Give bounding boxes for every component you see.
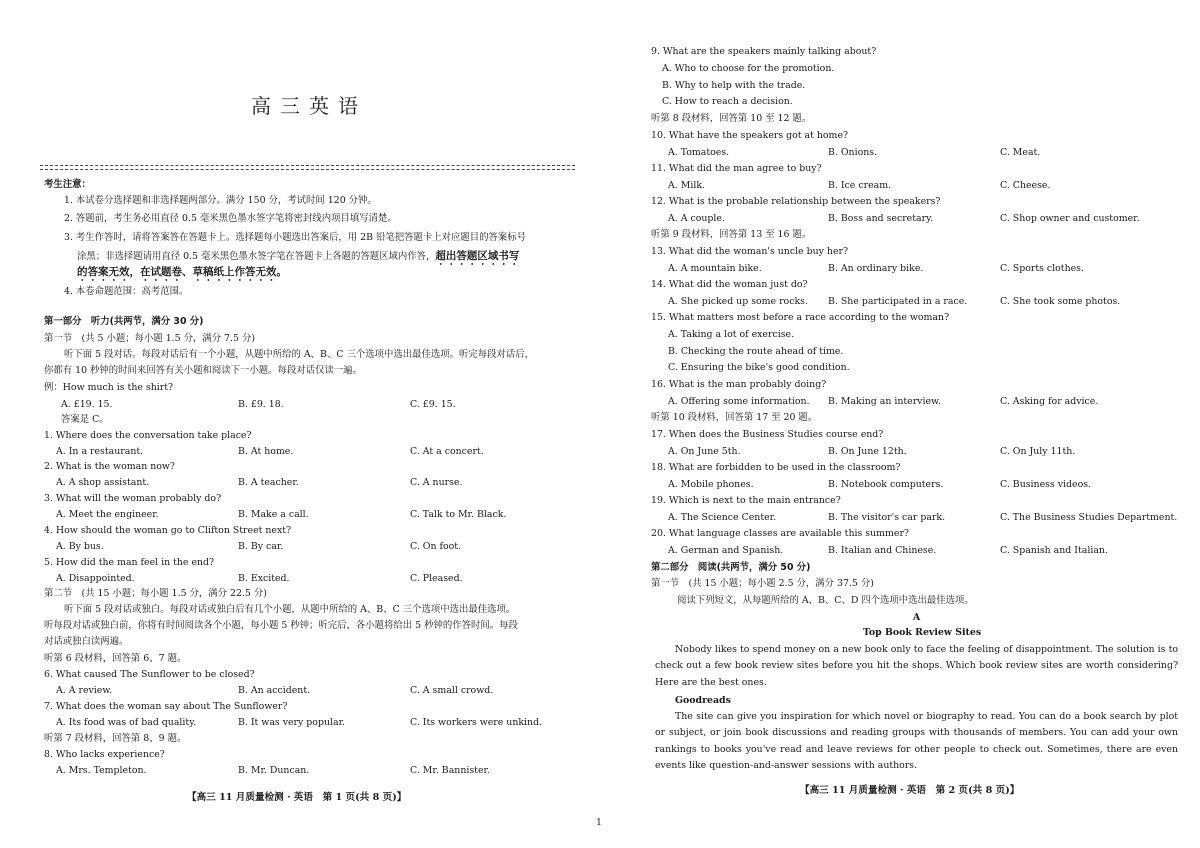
option-a: A. In a restaurant. [56, 446, 144, 457]
question: 6. What caused The Sunflower to be closed? [44, 669, 255, 680]
question: 18. What are forbidden to be used in the classroom? [651, 462, 901, 473]
material-heading: 听第 6 段材料，回答第 6、7 题。 [44, 653, 187, 664]
material-heading: 听第 8 段材料，回答第 10 至 12 题。 [651, 113, 812, 124]
question: 5. How did the man feel in the end? [44, 557, 215, 568]
question: 1. Where does the conversation take place? [44, 430, 252, 441]
instruction-line: 听每段对话或独白前，你将有时间阅读各个小题，每小题 5 秒钟；听完后，各小题将给出 5 秒钟的作答时间。每段 [44, 620, 518, 631]
material-heading: 听第 7 段材料，回答第 8、9 题。 [44, 733, 187, 744]
option-b: B. Onions. [828, 147, 878, 158]
option-b: B. On June 12th. [828, 446, 907, 457]
option-b: B. By car. [238, 541, 284, 552]
page-footer: 【高三 11 月质量检测 · 英语 第 2 页(共 8 页)】 [800, 785, 1020, 796]
option-c: C. On foot. [410, 541, 462, 552]
part1-heading: 第一部分 听力(共两节，满分 30 分) [44, 316, 204, 327]
option-b: B. Make a call. [238, 509, 309, 520]
header-divider-2 [40, 169, 575, 170]
option-a: A. Milk. [668, 180, 705, 191]
option-a: A. A shop assistant. [56, 477, 150, 488]
notice-text: 涂黑；非选择题请用直径 0.5 毫米黑色墨水签字笔在答题卡上各题的答题区域内作答， [77, 251, 436, 262]
option-a: A. By bus. [56, 541, 104, 552]
notice-emphasis: 超出答题区域书写 [435, 250, 520, 262]
section2-heading: 第二节 (共 15 小题；每小题 1.5 分，满分 22.5 分) [44, 588, 267, 599]
option-b: B. The visitor's car park. [828, 512, 946, 523]
notice-line: 2. 答题前，考生务必用直径 0.5 毫米黑色墨水签字笔将密封线内项目填写清楚。 [64, 213, 397, 224]
question: 17. When does the Business Studies course end? [651, 429, 884, 440]
instruction-line: 你都有 10 秒钟的时间来回答有关小题和阅读下一小题。每段对话仅读一遍。 [44, 365, 362, 376]
option-a: A. Disappointed. [56, 573, 135, 584]
material-heading: 听第 9 段材料，回答第 13 至 16 题。 [651, 229, 812, 240]
passage-paragraph: Nobody likes to spend money on a new book only to face the feeling of disappointment. The solution is to check out a few book review sites before you hit the shops. Which book review sites are worth considering? Here are the best ones. [655, 644, 1178, 688]
option-a: A. £19. 15. [61, 399, 113, 410]
option-c: C. Sports clothes. [1000, 263, 1084, 274]
page-footer: 【高三 11 月质量检测 · 英语 第 1 页(共 8 页)】 [187, 792, 407, 803]
option-c: C. On July 11th. [1000, 446, 1076, 457]
example-answer: 答案是 C。 [61, 414, 109, 425]
option-b: B. Making an interview. [828, 396, 941, 407]
question: 9. What are the speakers mainly talking about? [651, 46, 877, 57]
header-divider-1 [40, 165, 575, 166]
option-c: C. Ensuring the bike's good condition. [668, 362, 850, 373]
instruction-line: 阅读下列短文，从每题所给的 A、B、C、D 四个选项中选出最佳选项。 [677, 595, 974, 606]
question: 11. What did the man agree to buy? [651, 163, 822, 174]
option-b: B. Mr. Duncan. [238, 765, 310, 776]
option-b: B. Ice cream. [828, 180, 892, 191]
question: 3. What will the woman probably do? [44, 493, 222, 504]
option-a: A. Meet the engineer. [56, 509, 159, 520]
option-b: B. She participated in a race. [828, 296, 968, 307]
part2-heading: 第二部分 阅读(共两节，满分 50 分) [651, 562, 811, 573]
question: 19. Which is next to the main entrance? [651, 495, 841, 506]
option-c: C. Its workers were unkind. [410, 717, 543, 728]
option-a: A. Taking a lot of exercise. [668, 329, 795, 340]
option-c: C. How to reach a decision. [662, 96, 793, 107]
option-b: B. Notebook computers. [828, 479, 944, 490]
passage-letter: A [913, 612, 921, 623]
section1-heading: 第一节 (共 5 小题；每小题 1.5 分，满分 7.5 分) [44, 333, 255, 344]
question: 13. What did the woman's uncle buy her? [651, 246, 849, 257]
option-c: C. Business videos. [1000, 479, 1092, 490]
option-b: B. At home. [238, 446, 294, 457]
notice-emphasis: 的答案无效，在试题卷、草稿纸上作答无效。 [77, 266, 287, 278]
exam-title: 高三英语 [251, 94, 367, 118]
notice-line: 1. 本试卷分选择题和非选择题两部分。满分 150 分，考试时间 120 分钟。 [64, 195, 377, 206]
question: 12. What is the probable relationship between the speakers? [651, 196, 941, 207]
option-c: C. Cheese. [1000, 180, 1051, 191]
instruction-line: 对话或独白读两遍。 [44, 636, 129, 647]
passage-subheading: Goodreads [675, 695, 731, 706]
option-b: B. A teacher. [238, 477, 299, 488]
option-b: B. Why to help with the trade. [662, 80, 806, 91]
passage-paragraph: The site can give you inspiration for which novel or biography to read. You can do a book search by plot or subject, or join book discussions and reading groups with thousands of members. You can add your own rankings to books you've read and leave reviews for other people to check out. Sometimes, there are even events like question-and-answer sessions with authors. [655, 711, 1178, 771]
option-b: B. £9. 18. [238, 399, 284, 410]
option-a: A. She picked up some rocks. [668, 296, 808, 307]
option-b: B. Italian and Chinese. [828, 545, 937, 556]
option-a: A. German and Spanish. [668, 545, 784, 556]
option-c: C. Talk to Mr. Black. [410, 509, 507, 520]
option-a: A. Mobile phones. [668, 479, 754, 490]
question: 15. What matters most before a race according to the woman? [651, 312, 950, 323]
option-a: A. A mountain bike. [668, 263, 762, 274]
option-c: C. A small crowd. [410, 685, 494, 696]
material-heading: 听第 10 段材料，回答第 17 至 20 题。 [651, 412, 818, 423]
option-c: C. A nurse. [410, 477, 463, 488]
question: 10. What have the speakers got at home? [651, 130, 849, 141]
option-b: B. It was very popular. [238, 717, 346, 728]
right-page [600, 0, 1200, 848]
question: 2. What is the woman now? [44, 461, 175, 472]
option-a: A. Its food was of bad quality. [56, 717, 197, 728]
option-a: A. Who to choose for the promotion. [662, 63, 835, 74]
option-c: C. £9. 15. [410, 399, 456, 410]
option-a: A. A couple. [668, 213, 725, 224]
option-b: B. Boss and secretary. [828, 213, 934, 224]
option-b: B. Checking the route ahead of time. [668, 346, 844, 357]
option-a: A. Mrs. Templeton. [56, 765, 147, 776]
instruction-line: 听下面 5 段对话或独白。每段对话或独白后有几个小题，从题中所给的 A、B、C 三个选项中选出最佳选项。 [64, 604, 516, 615]
section1-heading: 第一节 (共 15 小题；每小题 2.5 分，满分 37.5 分) [651, 578, 874, 589]
option-c: C. Asking for advice. [1000, 396, 1099, 407]
sheet-page-number: 1 [596, 817, 602, 828]
question: 14. What did the woman just do? [651, 279, 808, 290]
option-b: B. An ordinary bike. [828, 263, 924, 274]
option-a: A. The Science Center. [668, 512, 777, 523]
option-c: C. The Business Studies Department. [1000, 512, 1178, 523]
question: 4. How should the woman go to Clifton Street next? [44, 525, 292, 536]
option-c: C. She took some photos. [1000, 296, 1121, 307]
option-b: B. Excited. [238, 573, 290, 584]
option-b: B. An accident. [238, 685, 311, 696]
option-a: A. A review. [56, 685, 113, 696]
passage-title: Top Book Review Sites [863, 627, 982, 638]
option-a: A. Tomatoes. [668, 147, 730, 158]
question: 8. Who lacks experience? [44, 749, 165, 760]
notice-line: 3. 考生作答时，请将答案答在答题卡上。选择题每小题选出答案后，用 2B 铅笔把答题卡上对应题目的答案标号 [64, 232, 526, 243]
example-question: 例：How much is the shirt? [44, 382, 174, 393]
question: 16. What is the man probably doing? [651, 379, 827, 390]
option-a: A. Offering some information. [668, 396, 810, 407]
question: 20. What language classes are available this summer? [651, 528, 909, 539]
instruction-line: 听下面 5 段对话。每段对话后有一个小题，从题中所给的 A、B、C 三个选项中选出最佳选项。听完每段对话后， [64, 349, 534, 360]
option-c: C. At a concert. [410, 446, 484, 457]
option-c: C. Spanish and Italian. [1000, 545, 1108, 556]
question: 7. What does the woman say about The Sunflower? [44, 701, 288, 712]
option-c: C. Shop owner and customer. [1000, 213, 1140, 224]
notice-line: 4. 本卷命题范围：高考范围。 [64, 286, 189, 297]
notice-heading: 考生注意： [44, 179, 91, 190]
option-c: C. Mr. Bannister. [410, 765, 490, 776]
option-c: C. Pleased. [410, 573, 463, 584]
option-a: A. On June 5th. [668, 446, 741, 457]
option-c: C. Meat. [1000, 147, 1041, 158]
